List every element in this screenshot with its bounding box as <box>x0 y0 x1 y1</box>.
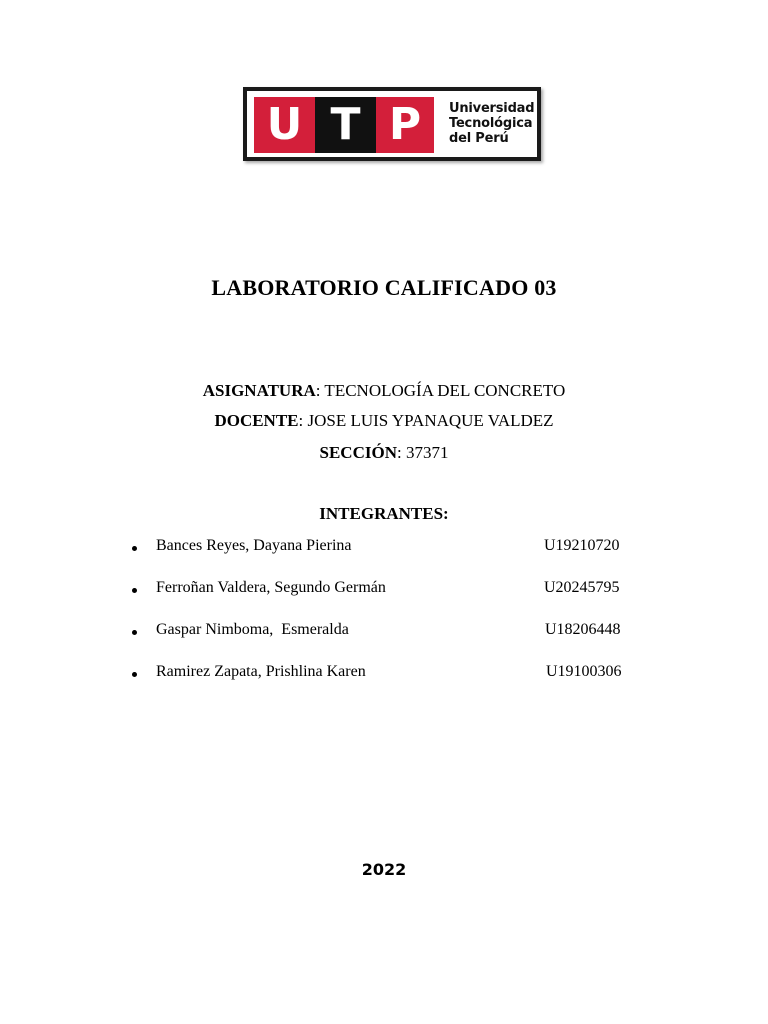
logo-letter-t: T <box>315 97 376 153</box>
bullet-icon <box>132 630 137 635</box>
logo-text-line-2: Tecnológica <box>449 116 533 131</box>
list-item <box>0 537 768 561</box>
docente-label: DOCENTE <box>214 411 299 430</box>
bullet-icon <box>132 672 137 677</box>
logo-letter-u: U <box>254 97 315 153</box>
list-item <box>0 621 768 645</box>
asignatura-label: ASIGNATURA <box>202 381 316 400</box>
asignatura-value: : TECNOLOGÍA DEL CONCRETO <box>315 381 566 400</box>
docente-line <box>0 411 768 431</box>
member-code: U18206448 <box>545 621 621 638</box>
list-item <box>0 663 768 687</box>
list-item <box>0 579 768 603</box>
utp-logo <box>243 87 541 161</box>
seccion-value: : 37371 <box>396 443 449 462</box>
member-code: U20245795 <box>544 579 620 596</box>
asignatura-line <box>0 381 768 401</box>
logo-text-line-1: Universidad <box>449 101 535 116</box>
member-name: Ferroñan Valdera, Segundo Germán <box>156 579 386 596</box>
seccion-line <box>0 443 768 463</box>
logo-text-line-3: del Perú <box>449 131 509 146</box>
logo-university-name <box>449 101 534 146</box>
member-name: Bances Reyes, Dayana Pierina <box>156 537 352 554</box>
document-year: 2022 <box>361 860 407 879</box>
seccion-label: SECCIÓN <box>319 443 397 462</box>
member-name: Ramirez Zapata, Prishlina Karen <box>156 663 366 680</box>
bullet-icon <box>132 588 137 593</box>
document-title: LABORATORIO CALIFICADO 03 <box>211 275 557 300</box>
logo-letter-p: P <box>376 97 434 153</box>
member-code: U19210720 <box>544 537 620 554</box>
docente-value: : JOSE LUIS YPANAQUE VALDEZ <box>298 411 554 430</box>
integrantes-heading: INTEGRANTES: <box>319 504 449 523</box>
member-code: U19100306 <box>546 663 622 680</box>
member-name: Gaspar Nimboma, Esmeralda <box>156 621 349 638</box>
bullet-icon <box>132 546 137 551</box>
logo-letter-blocks <box>254 97 434 153</box>
